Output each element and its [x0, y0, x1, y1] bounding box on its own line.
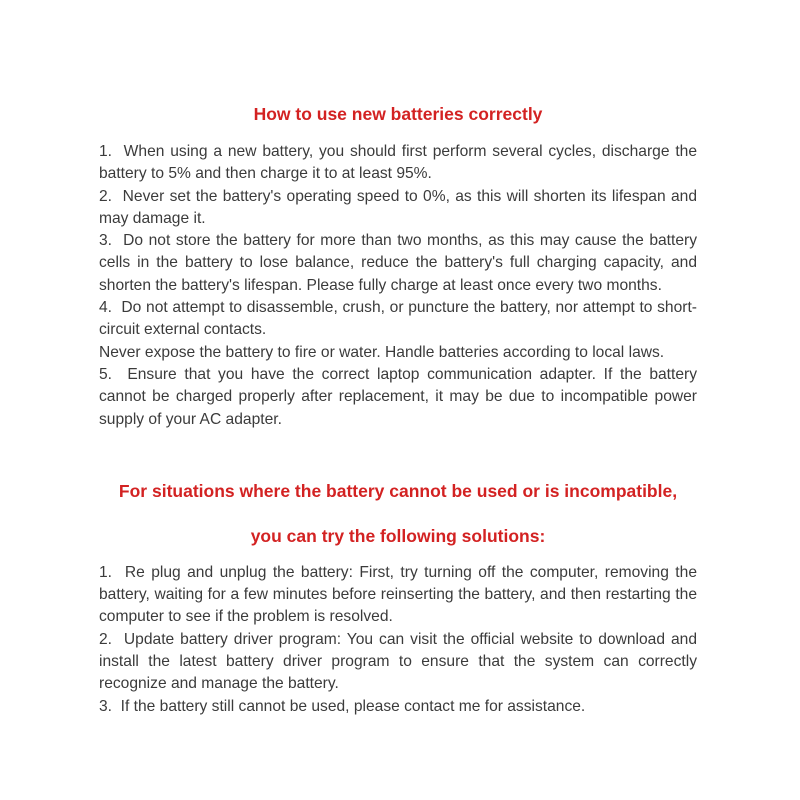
section-solutions [99, 481, 697, 718]
usage-paragraph-1: 1. When using a new battery, you should first perform several cycles, discharge the battery to 5% and then charge it to at least 95%. [99, 143, 697, 183]
usage-paragraph-6: 5. Ensure that you have the correct laptop communication adapter. If the battery cannot be charged properly after replacement, it may be due to incompatible power supply of your AC adapter. [99, 365, 697, 428]
section-usage [99, 104, 697, 431]
usage-section-title: How to use new batteries correctly [253, 104, 543, 124]
solutions-section-title-line-1: For situations where the battery cannot be used or is incompatible, [118, 480, 678, 501]
document-content [99, 0, 697, 718]
solutions-section-title-line-2: you can try the following solutions: [250, 525, 546, 546]
usage-paragraph-5: Never expose the battery to fire or water. Handle batteries according to local laws. [99, 343, 665, 361]
solutions-paragraph-1: 1. Re plug and unplug the battery: First, try turning off the computer, removing the battery, waiting for a few minutes before reinserting the battery, and then restarting the computer to see if the problem is resolved. [99, 563, 697, 626]
usage-paragraph-3: 3. Do not store the battery for more than two months, as this may cause the battery cells in the battery to lose balance, reduce the battery's full charging capacity, and shorten the battery's lifespan. Please fully charge at least once every two months. [99, 232, 697, 294]
solutions-paragraph-3: 3. If the battery still cannot be used, please contact me for assistance. [99, 697, 586, 715]
solutions-paragraph-2: 2. Update battery driver program: You can visit the official website to download and install the latest battery driver program to ensure that the system can correctly recognize and manage the battery. [99, 630, 697, 693]
usage-paragraph-2: 2. Never set the battery's operating speed to 0%, as this will shorten its lifespan and may damage it. [99, 187, 697, 227]
usage-paragraph-4: 4. Do not attempt to disassemble, crush, or puncture the battery, nor attempt to short-circuit external contacts. [99, 299, 697, 339]
